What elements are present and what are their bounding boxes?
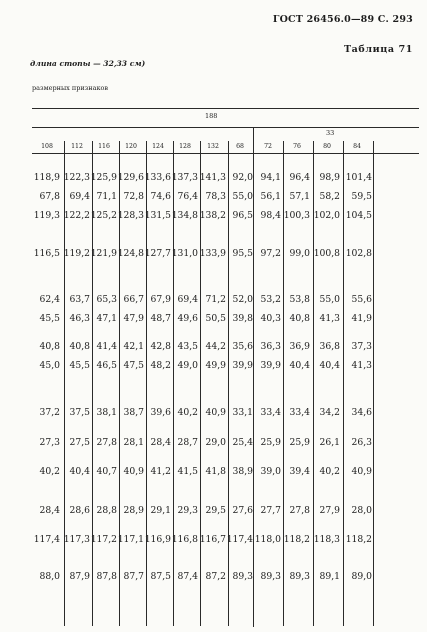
table-cell: 121,9 <box>90 248 117 259</box>
table-cell: 28,7 <box>177 437 198 448</box>
table-cell: 38,1 <box>96 407 117 418</box>
table-cell: 45,5 <box>39 313 60 324</box>
table-cell: 40,4 <box>289 360 310 371</box>
table-cell: 131,0 <box>171 248 198 259</box>
table-cell: 27,8 <box>289 505 310 516</box>
table-cell: 89,1 <box>319 571 340 582</box>
table-cell: 63,7 <box>69 294 90 305</box>
table-cell: 28,4 <box>39 505 60 516</box>
table-cell: 26,1 <box>319 437 340 448</box>
column-divider <box>253 127 254 627</box>
table-cell: 88,0 <box>39 571 60 582</box>
table-cell: 87,5 <box>150 571 171 582</box>
table-cell: 40,2 <box>177 407 198 418</box>
table-label: Таблица 71 <box>343 44 413 55</box>
table-cell: 27,8 <box>96 437 117 448</box>
table-cell: 89,3 <box>260 571 281 582</box>
table-cell: 28,9 <box>123 505 144 516</box>
table-cell: 28,1 <box>123 437 144 448</box>
table-cell: 118,3 <box>313 534 340 545</box>
table-cell: 104,5 <box>345 210 372 221</box>
table-cell: 39,6 <box>150 407 171 418</box>
table-cell: 40,7 <box>96 466 117 477</box>
table-cell: 55,0 <box>319 294 340 305</box>
table-cell: 125,2 <box>90 210 117 221</box>
table-cell: 46,5 <box>96 360 117 371</box>
table-cell: 35,6 <box>232 341 253 352</box>
column-header: 108 <box>41 143 53 150</box>
table-cell: 26,3 <box>351 437 372 448</box>
table-cell: 102,8 <box>345 248 372 259</box>
table-cell: 39,4 <box>289 466 310 477</box>
table-cell: 39,9 <box>232 360 253 371</box>
table-cell: 78,3 <box>205 191 226 202</box>
table-cell: 87,2 <box>205 571 226 582</box>
column-header: 128 <box>179 143 191 150</box>
table-cell: 119,3 <box>33 210 60 221</box>
table-cell: 118,2 <box>345 534 372 545</box>
table-cell: 40,8 <box>69 341 90 352</box>
header-top-rule <box>32 108 419 109</box>
table-cell: 25,4 <box>232 437 253 448</box>
table-cell: 118,2 <box>283 534 310 545</box>
table-cell: 25,9 <box>260 437 281 448</box>
table-cell: 29,0 <box>205 437 226 448</box>
table-cell: 57,1 <box>289 191 310 202</box>
table-cell: 33,4 <box>289 407 310 418</box>
table-cell: 67,8 <box>39 191 60 202</box>
table-cell: 40,8 <box>289 313 310 324</box>
table-cell: 117,4 <box>226 534 253 545</box>
column-header: 84 <box>353 143 361 150</box>
table-cell: 58,2 <box>319 191 340 202</box>
table-cell: 117,3 <box>63 534 90 545</box>
group-label-33: 33 <box>326 129 335 137</box>
table-cell: 41,2 <box>150 466 171 477</box>
table-cell: 41,3 <box>319 313 340 324</box>
table-cell: 87,8 <box>96 571 117 582</box>
table-cell: 28,0 <box>351 505 372 516</box>
table-cell: 53,2 <box>260 294 281 305</box>
table-cell: 27,5 <box>69 437 90 448</box>
table-cell: 29,1 <box>150 505 171 516</box>
column-header: 124 <box>152 143 164 150</box>
table-cell: 40,9 <box>351 466 372 477</box>
table-cell: 69,4 <box>69 191 90 202</box>
column-header: 116 <box>98 143 110 150</box>
table-cell: 116,9 <box>144 534 171 545</box>
table-cell: 87,4 <box>177 571 198 582</box>
table-cell: 117,1 <box>117 534 144 545</box>
table-cell: 95,5 <box>232 248 253 259</box>
table-cell: 122,3 <box>63 172 90 183</box>
table-cell: 119,2 <box>63 248 90 259</box>
table-cell: 40,4 <box>319 360 340 371</box>
table-cell: 117,2 <box>90 534 117 545</box>
table-cell: 141,3 <box>199 172 226 183</box>
table-cell: 133,6 <box>144 172 171 183</box>
table-cell: 42,8 <box>150 341 171 352</box>
table-cell: 76,4 <box>177 191 198 202</box>
table-cell: 87,9 <box>69 571 90 582</box>
table-cell: 98,9 <box>319 172 340 183</box>
table-cell: 27,3 <box>39 437 60 448</box>
table-cell: 45,5 <box>69 360 90 371</box>
column-header: 120 <box>125 143 137 150</box>
table-cell: 131,5 <box>144 210 171 221</box>
table-cell: 34,6 <box>351 407 372 418</box>
table-cell: 67,9 <box>150 294 171 305</box>
table-cell: 25,9 <box>289 437 310 448</box>
table-cell: 29,3 <box>177 505 198 516</box>
table-cell: 27,6 <box>232 505 253 516</box>
table-cell: 71,2 <box>205 294 226 305</box>
table-cell: 89,0 <box>351 571 372 582</box>
column-header: 112 <box>71 143 83 150</box>
table-cell: 44,2 <box>205 341 226 352</box>
table-cell: 138,2 <box>199 210 226 221</box>
table-cell: 116,8 <box>171 534 198 545</box>
table-cell: 134,8 <box>171 210 198 221</box>
table-cell: 71,1 <box>96 191 117 202</box>
table-cell: 47,9 <box>123 313 144 324</box>
table-cell: 28,4 <box>150 437 171 448</box>
table-cell: 40,3 <box>260 313 281 324</box>
table-cell: 102,0 <box>313 210 340 221</box>
table-cell: 48,2 <box>150 360 171 371</box>
section-label: размерных признаков <box>32 84 109 92</box>
table-cell: 129,6 <box>117 172 144 183</box>
table-cell: 40,2 <box>319 466 340 477</box>
table-cell: 41,3 <box>351 360 372 371</box>
table-cell: 49,9 <box>205 360 226 371</box>
table-cell: 125,9 <box>90 172 117 183</box>
table-cell: 36,8 <box>319 341 340 352</box>
table-cell: 28,6 <box>69 505 90 516</box>
group-label-188: 188 <box>205 112 218 120</box>
table-cell: 62,4 <box>39 294 60 305</box>
table-cell: 100,8 <box>313 248 340 259</box>
table-cell: 116,7 <box>199 534 226 545</box>
table-cell: 66,7 <box>123 294 144 305</box>
table-cell: 40,2 <box>39 466 60 477</box>
table-cell: 94,1 <box>260 172 281 183</box>
table-cell: 92,0 <box>232 172 253 183</box>
table-cell: 56,1 <box>260 191 281 202</box>
foot-length-caption: длина стопы — 32,33 см) <box>30 59 146 68</box>
table-cell: 127,7 <box>144 248 171 259</box>
table-cell: 124,8 <box>117 248 144 259</box>
table-cell: 33,4 <box>260 407 281 418</box>
table-cell: 36,3 <box>260 341 281 352</box>
table-cell: 36,9 <box>289 341 310 352</box>
table-cell: 49,0 <box>177 360 198 371</box>
table-cell: 38,9 <box>232 466 253 477</box>
table-cell: 52,0 <box>232 294 253 305</box>
table-cell: 39,8 <box>232 313 253 324</box>
table-cell: 40,9 <box>123 466 144 477</box>
header-middle-rule <box>32 127 419 128</box>
table-cell: 33,1 <box>232 407 253 418</box>
table-cell: 65,3 <box>96 294 117 305</box>
table-cell: 122,2 <box>63 210 90 221</box>
column-header: 68 <box>236 143 244 150</box>
table-cell: 72,8 <box>123 191 144 202</box>
table-cell: 118,0 <box>254 534 281 545</box>
table-cell: 47,5 <box>123 360 144 371</box>
table-cell: 133,9 <box>199 248 226 259</box>
table-cell: 27,9 <box>319 505 340 516</box>
table-cell: 59,5 <box>351 191 372 202</box>
table-cell: 41,4 <box>96 341 117 352</box>
table-cell: 89,3 <box>232 571 253 582</box>
table-cell: 49,6 <box>177 313 198 324</box>
table-cell: 117,4 <box>33 534 60 545</box>
table-cell: 99,0 <box>289 248 310 259</box>
column-header: 72 <box>264 143 272 150</box>
table-cell: 39,0 <box>260 466 281 477</box>
table-cell: 39,9 <box>260 360 281 371</box>
table-cell: 48,7 <box>150 313 171 324</box>
column-header: 132 <box>207 143 219 150</box>
table-cell: 29,5 <box>205 505 226 516</box>
table-cell: 40,4 <box>69 466 90 477</box>
table-cell: 128,3 <box>117 210 144 221</box>
table-cell: 40,8 <box>39 341 60 352</box>
table-cell: 101,4 <box>345 172 372 183</box>
header-bottom-rule <box>32 153 419 154</box>
table-cell: 97,2 <box>260 248 281 259</box>
column-header: 80 <box>323 143 331 150</box>
table-cell: 55,6 <box>351 294 372 305</box>
table-cell: 98,4 <box>260 210 281 221</box>
table-cell: 34,2 <box>319 407 340 418</box>
table-cell: 28,8 <box>96 505 117 516</box>
table-cell: 96,4 <box>289 172 310 183</box>
table-cell: 137,3 <box>171 172 198 183</box>
table-cell: 37,3 <box>351 341 372 352</box>
table-cell: 46,3 <box>69 313 90 324</box>
table-cell: 118,9 <box>33 172 60 183</box>
table-cell: 87,7 <box>123 571 144 582</box>
table-cell: 74,6 <box>150 191 171 202</box>
table-cell: 42,1 <box>123 341 144 352</box>
table-cell: 47,1 <box>96 313 117 324</box>
table-cell: 40,9 <box>205 407 226 418</box>
table-cell: 41,8 <box>205 466 226 477</box>
table-cell: 27,7 <box>260 505 281 516</box>
column-header: 76 <box>293 143 301 150</box>
table-cell: 55,0 <box>232 191 253 202</box>
table-cell: 50,5 <box>205 313 226 324</box>
standard-header: ГОСТ 26456.0—89 С. 293 <box>272 14 413 25</box>
table-cell: 53,8 <box>289 294 310 305</box>
table-cell: 89,3 <box>289 571 310 582</box>
table-cell: 37,5 <box>69 407 90 418</box>
table-cell: 100,3 <box>283 210 310 221</box>
table-cell: 96,5 <box>232 210 253 221</box>
column-divider <box>373 141 374 626</box>
table-cell: 69,4 <box>177 294 198 305</box>
table-cell: 116,5 <box>33 248 60 259</box>
table-cell: 43,5 <box>177 341 198 352</box>
table-cell: 45,0 <box>39 360 60 371</box>
table-cell: 41,5 <box>177 466 198 477</box>
table-cell: 38,7 <box>123 407 144 418</box>
table-cell: 41,9 <box>351 313 372 324</box>
table-cell: 37,2 <box>39 407 60 418</box>
